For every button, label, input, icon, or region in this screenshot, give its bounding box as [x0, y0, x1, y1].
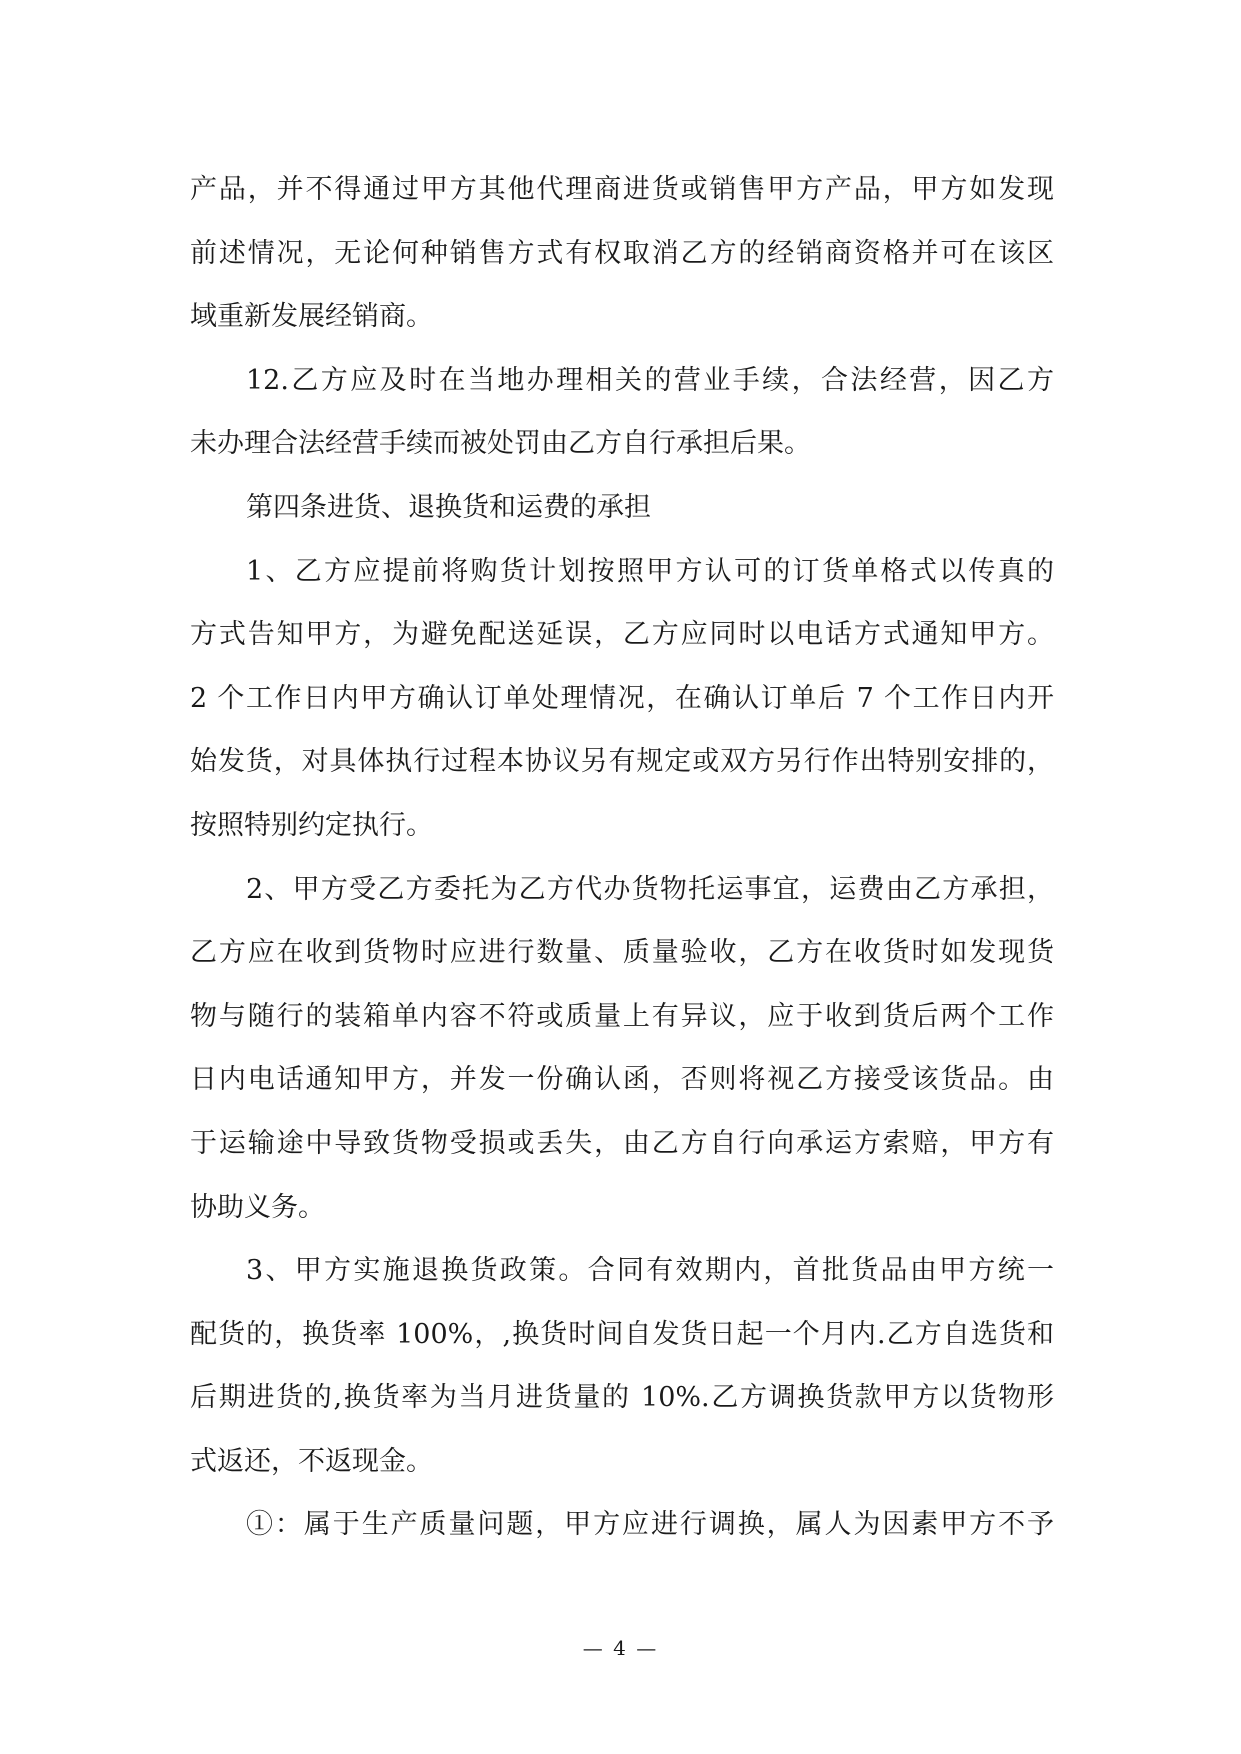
text-line: 域重新发展经销商。 — [190, 301, 433, 333]
text-line: 后期进货的,换货率为当月进货量的 10%.乙方调换货款甲方以货物形 — [190, 1382, 1054, 1414]
text-line: 未办理合法经营手续而被处罚由乙方自行承担后果。 — [190, 428, 811, 460]
text-line: 始发货，对具体执行过程本协议另有规定或双方另行作出特别安排的， — [190, 746, 1054, 778]
text-line: 2 个工作日内甲方确认订单处理情况，在确认订单后 7 个工作日内开 — [190, 682, 1054, 714]
body-text — [190, 158, 1054, 1557]
text-line: 配货的，换货率 100%，,换货时间自发货日起一个月内.乙方自选货和 — [190, 1318, 1054, 1350]
text-line: 日内电话通知甲方，并发一份确认函，否则将视乙方接受该货品。由 — [190, 1064, 1054, 1096]
text-line: 于运输途中导致货物受损或丢失，由乙方自行向承运方索赔，甲方有 — [190, 1127, 1054, 1159]
text-line: 按照特别约定执行。 — [190, 809, 433, 841]
text-line: 前述情况，无论何种销售方式有权取消乙方的经销商资格并可在该区 — [190, 237, 1054, 269]
text-line: 2、甲方受乙方委托为乙方代办货物托运事宜，运费由乙方承担， — [246, 873, 1054, 905]
text-line: ①：属于生产质量问题，甲方应进行调换，属人为因素甲方不予 — [246, 1509, 1054, 1541]
text-line: 1、乙方应提前将购货计划按照甲方认可的订货单格式以传真的 — [246, 555, 1054, 587]
text-line: 12.乙方应及时在当地办理相关的营业手续，合法经营，因乙方 — [246, 364, 1054, 396]
text-line: 协助义务。 — [190, 1191, 325, 1223]
text-line: 乙方应在收到货物时应进行数量、质量验收，乙方在收货时如发现货 — [190, 937, 1054, 969]
text-line: 第四条进货、退换货和运费的承担 — [246, 491, 651, 523]
text-line: 方式告知甲方，为避免配送延误，乙方应同时以电话方式通知甲方。 — [190, 619, 1054, 651]
text-line: 物与随行的装箱单内容不符或质量上有异议，应于收到货后两个工作 — [190, 1000, 1054, 1032]
text-line: 产品，并不得通过甲方其他代理商进货或销售甲方产品，甲方如发现 — [190, 174, 1054, 205]
text-line: 式返还，不返现金。 — [190, 1445, 433, 1477]
page-number: — 4 — — [582, 1636, 659, 1660]
text-line: 3、甲方实施退换货政策。合同有效期内，首批货品由甲方统一 — [246, 1255, 1054, 1287]
